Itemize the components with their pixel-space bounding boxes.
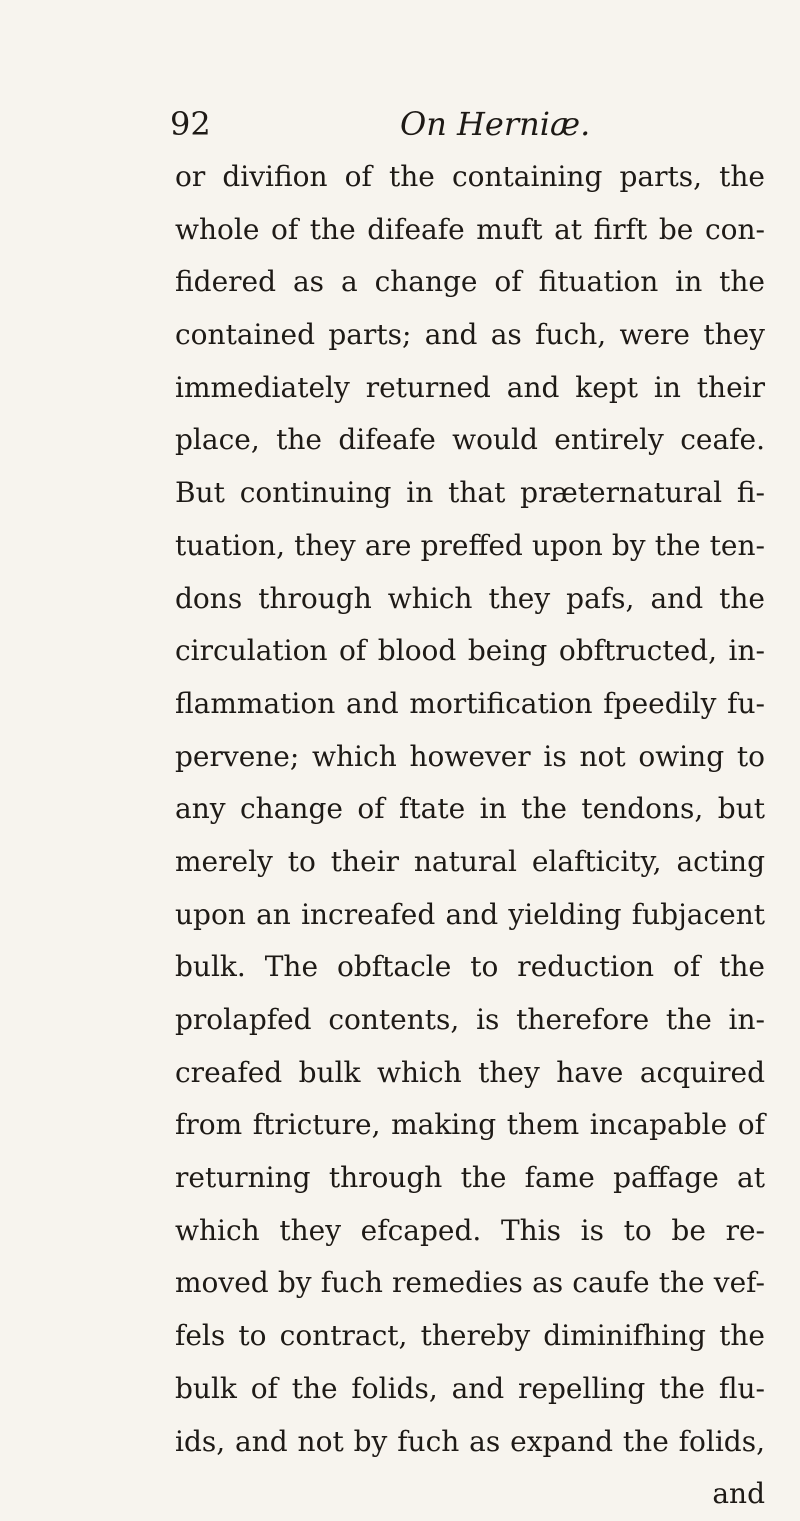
text-line: ids, and not by fuch as expand the folids, bbox=[175, 1424, 765, 1458]
text-line: contained parts; and as fuch, were they bbox=[175, 318, 765, 352]
page-header bbox=[170, 100, 770, 148]
text-line: moved by fuch remedies as caufe the vef- bbox=[175, 1266, 765, 1300]
text-line: dons through which they pafs, and the bbox=[175, 581, 765, 615]
text-line: from ftricture, making them incapable of bbox=[175, 1108, 765, 1142]
text-line: flammation and mortification fpeedily fu- bbox=[175, 686, 765, 720]
text-line: merely to their natural elafticity, acting bbox=[175, 844, 765, 878]
text-line: pervene; which however is not owing to bbox=[175, 739, 765, 773]
text-line: bulk. The obftacle to reduction of the bbox=[175, 950, 765, 984]
running-title: On Herniæ. bbox=[400, 105, 591, 143]
text-line: creafed bulk which they have acquired bbox=[175, 1055, 765, 1089]
text-line: prolapfed contents, is therefore the in- bbox=[175, 1003, 765, 1036]
text-line: or divifion of the containing parts, the bbox=[175, 160, 765, 193]
text-line: fidered as a change of fituation in the bbox=[175, 265, 765, 299]
text-line: whole of the difeafe muft at firft be con- bbox=[175, 212, 765, 246]
text-line: circulation of blood being obftructed, in- bbox=[175, 634, 765, 668]
text-line: any change of ftate in the tendons, but bbox=[175, 792, 765, 826]
text-line: immediately returned and kept in their bbox=[175, 370, 765, 404]
page-number: 92 bbox=[170, 105, 211, 143]
text-line: which they efcaped. This is to be re- bbox=[175, 1213, 765, 1247]
text-line: upon an increafed and yielding fubjacent bbox=[175, 897, 765, 931]
catchword: and bbox=[712, 1477, 765, 1511]
text-line: returning through the fame paffage at bbox=[175, 1161, 765, 1195]
body-text bbox=[175, 151, 765, 1521]
text-line: fels to contract, thereby diminifhing the bbox=[175, 1319, 765, 1353]
text-line: tuation, they are preffed upon by the ten- bbox=[175, 528, 765, 562]
text-line: But continuing in that præternatural fi- bbox=[175, 476, 765, 510]
text-line: place, the difeafe would entirely ceafe. bbox=[175, 423, 765, 457]
text-line: bulk of the folids, and repelling the flu- bbox=[175, 1371, 765, 1405]
